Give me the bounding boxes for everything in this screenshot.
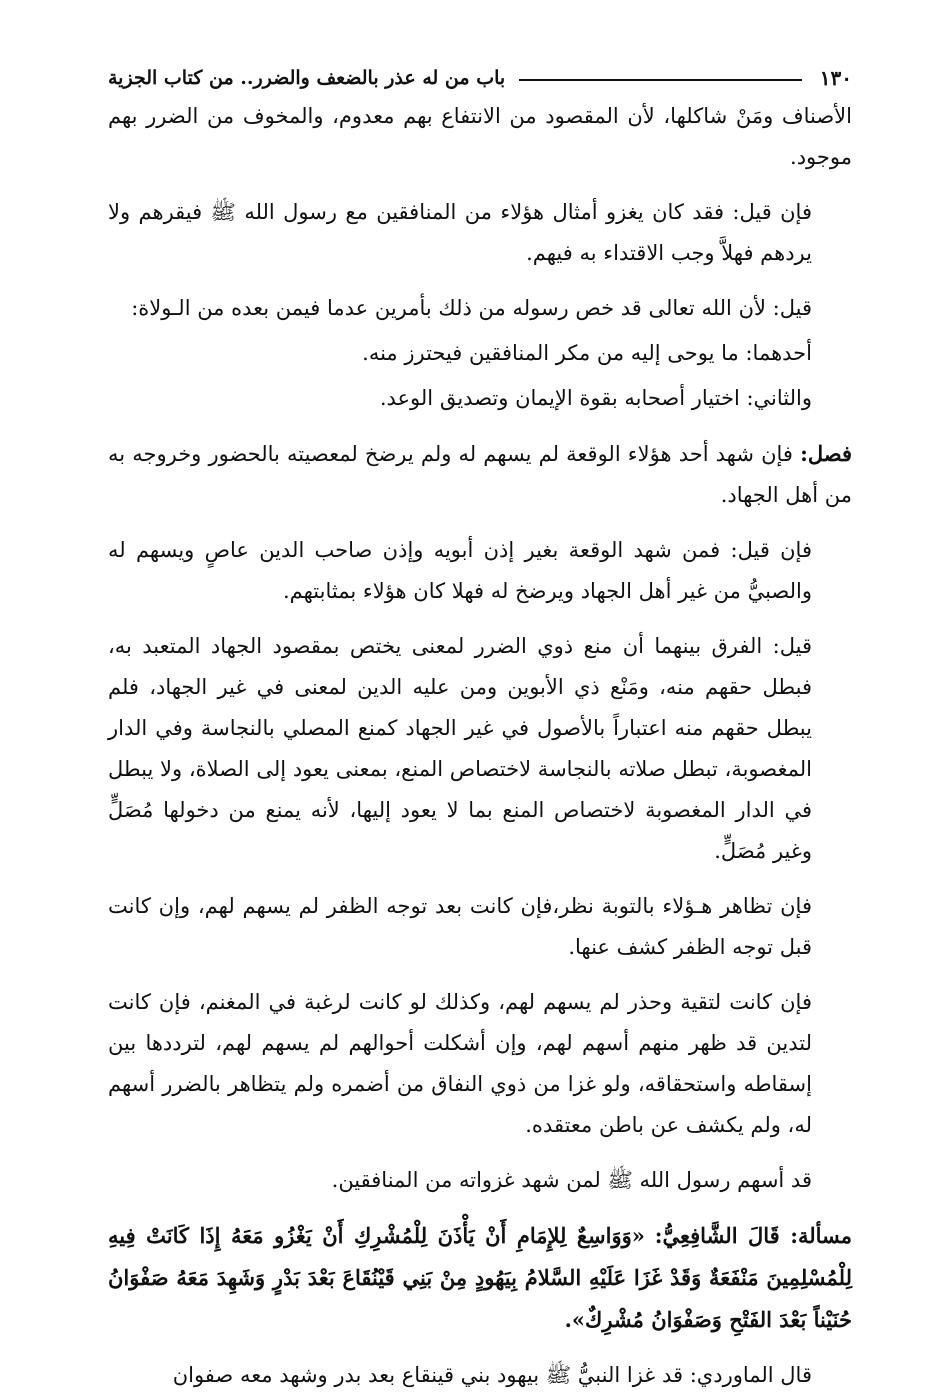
paragraph-text: قيل: لأن الله تعالى قد خص رسوله من ذلك بأمرين عدما فيمن بعده من الـولاة: — [131, 296, 812, 320]
paragraph — [108, 96, 852, 178]
paragraph — [108, 530, 852, 612]
section-paragraph — [108, 433, 852, 516]
issue-label: مسألة: قَالَ الشَّافِعِيُّ: — [654, 1223, 852, 1248]
running-title: باب من له عذر بالضعف والضرر.. من كتاب الجزية — [108, 67, 506, 89]
paragraph-text: قد أسهم رسول الله ﷺ لمن شهد غزواته من المنافقين. — [331, 1168, 812, 1192]
paragraph — [108, 378, 852, 419]
paragraph-text: فإن قيل: فقد كان يغزو أمثال هؤلاء من المنافقين مع رسول الله ﷺ فيقرهم ولا يردهم فهلاَّ وجب الاقتداء به فيهم. — [108, 200, 812, 265]
paragraph-text: الأصناف ومَنْ شاكلها، لأن المقصود من الانتفاع بهم معدوم، والمخوف من الضرر بهم موجود. — [108, 104, 852, 169]
header-rule — [519, 79, 802, 81]
issue-paragraph — [108, 1215, 852, 1341]
page-number: ١٣٠ — [819, 66, 852, 90]
paragraph — [108, 982, 852, 1146]
paragraph-text: والثاني: اختيار أصحابه بقوة الإيمان وتصديق الوعد. — [379, 386, 812, 410]
paragraph-text: فإن شهد أحد هؤلاء الوقعة لم يسهم له ولم يرضخ لمعصيته بالحضور وخروجه به من أهل الجهاد. — [108, 442, 852, 507]
paragraph-text: فإن قيل: فمن شهد الوقعة بغير إذن أبويه وإذن صاحب الدين عاصٍ ويسهم له والصبيُّ من غير أهل الجهاد ويرضخ له فهلا كان هؤلاء بمثابتهم. — [108, 538, 812, 603]
section-label: فصل: — [800, 441, 852, 466]
shafii-quote: «وَوَاسِعٌ لِلإِمَامِ أَنْ يَأْذَنَ لِلْمُشْرِكِ أَنْ يَغْزُو مَعَهُ إِذَا كَانَتْ فِيهِ لِلْمُسْلِمِينَ مَنْفَعَةٌ وَقَدْ غَزَا عَلَيْهِ السَّلامُ بِيَهُودٍ مِنْ بَنِي قَيْنُقَاعَ بَعْدَ بَدْرٍ وَشَهِدَ مَعَهُ صَفْوَانُ حُنَيْناً بَعْدَ الفَتْحِ وَصَفْوَانُ مُشْرِكٌ». — [108, 1223, 852, 1332]
paragraph-text: أحدهما: ما يوحى إليه من مكر المنافقين فيحترز منه. — [362, 341, 812, 365]
paragraph — [108, 1160, 852, 1201]
paragraph — [108, 1355, 852, 1396]
paragraph — [108, 626, 852, 872]
running-header — [108, 62, 852, 94]
paragraph-text: فإن تظاهر هـؤلاء بالتوبة نظر،فإن كانت بعد توجه الظفر لم يسهم لهم، وإن كانت قبل توجه الظفر كشف عنها. — [108, 894, 812, 959]
paragraph — [108, 288, 852, 329]
paragraph — [108, 886, 852, 968]
paragraph — [108, 333, 852, 374]
paragraph-text: فإن كانت لتقية وحذر لم يسهم لهم، وكذلك لو كانت لرغبة في المغنم، فإن كانت لتدين قد ظهر منهم أسهم لهم، وإن أشكلت أحوالهم لم يسهم لهم، لترددها بين إسقاطه واستحقاقه، ولو غزا من ذوي النفاق من أضمره ولم يتظاهر بالضرر أسهم له، ولم يكشف عن باطن معتقده. — [108, 990, 812, 1137]
paragraph-text: قيل: الفرق بينهما أن منع ذوي الضرر لمعنى يختص بمقصود الجهاد المتعبد به، فبطل حقهم منه، ومَنْع ذي الأبوين ومن عليه الدين لمعنى في غير الجهاد، فلم يبطل حقهم منه اعتباراً بالأصول في غير الجهاد كمنع المصلي بالنجاسة وفي الدار المغصوبة، تبطل صلاته بالنجاسة لاختصاص المنع، بمعنى يعود إلى الصلاة، ولا يبطل في الدار المغصوبة لاختصاص المنع بما لا يعود إليها، لأنه يمنع من دخولها مُصَلٍّ وغير مُصَلٍّ. — [108, 634, 812, 863]
paragraph — [108, 192, 852, 274]
paragraph-text: قال الماوردي: قد غزا النبيُّ ﷺ بيهود بني قينقاع بعد بدر وشهد معه صفوان — [172, 1363, 812, 1387]
